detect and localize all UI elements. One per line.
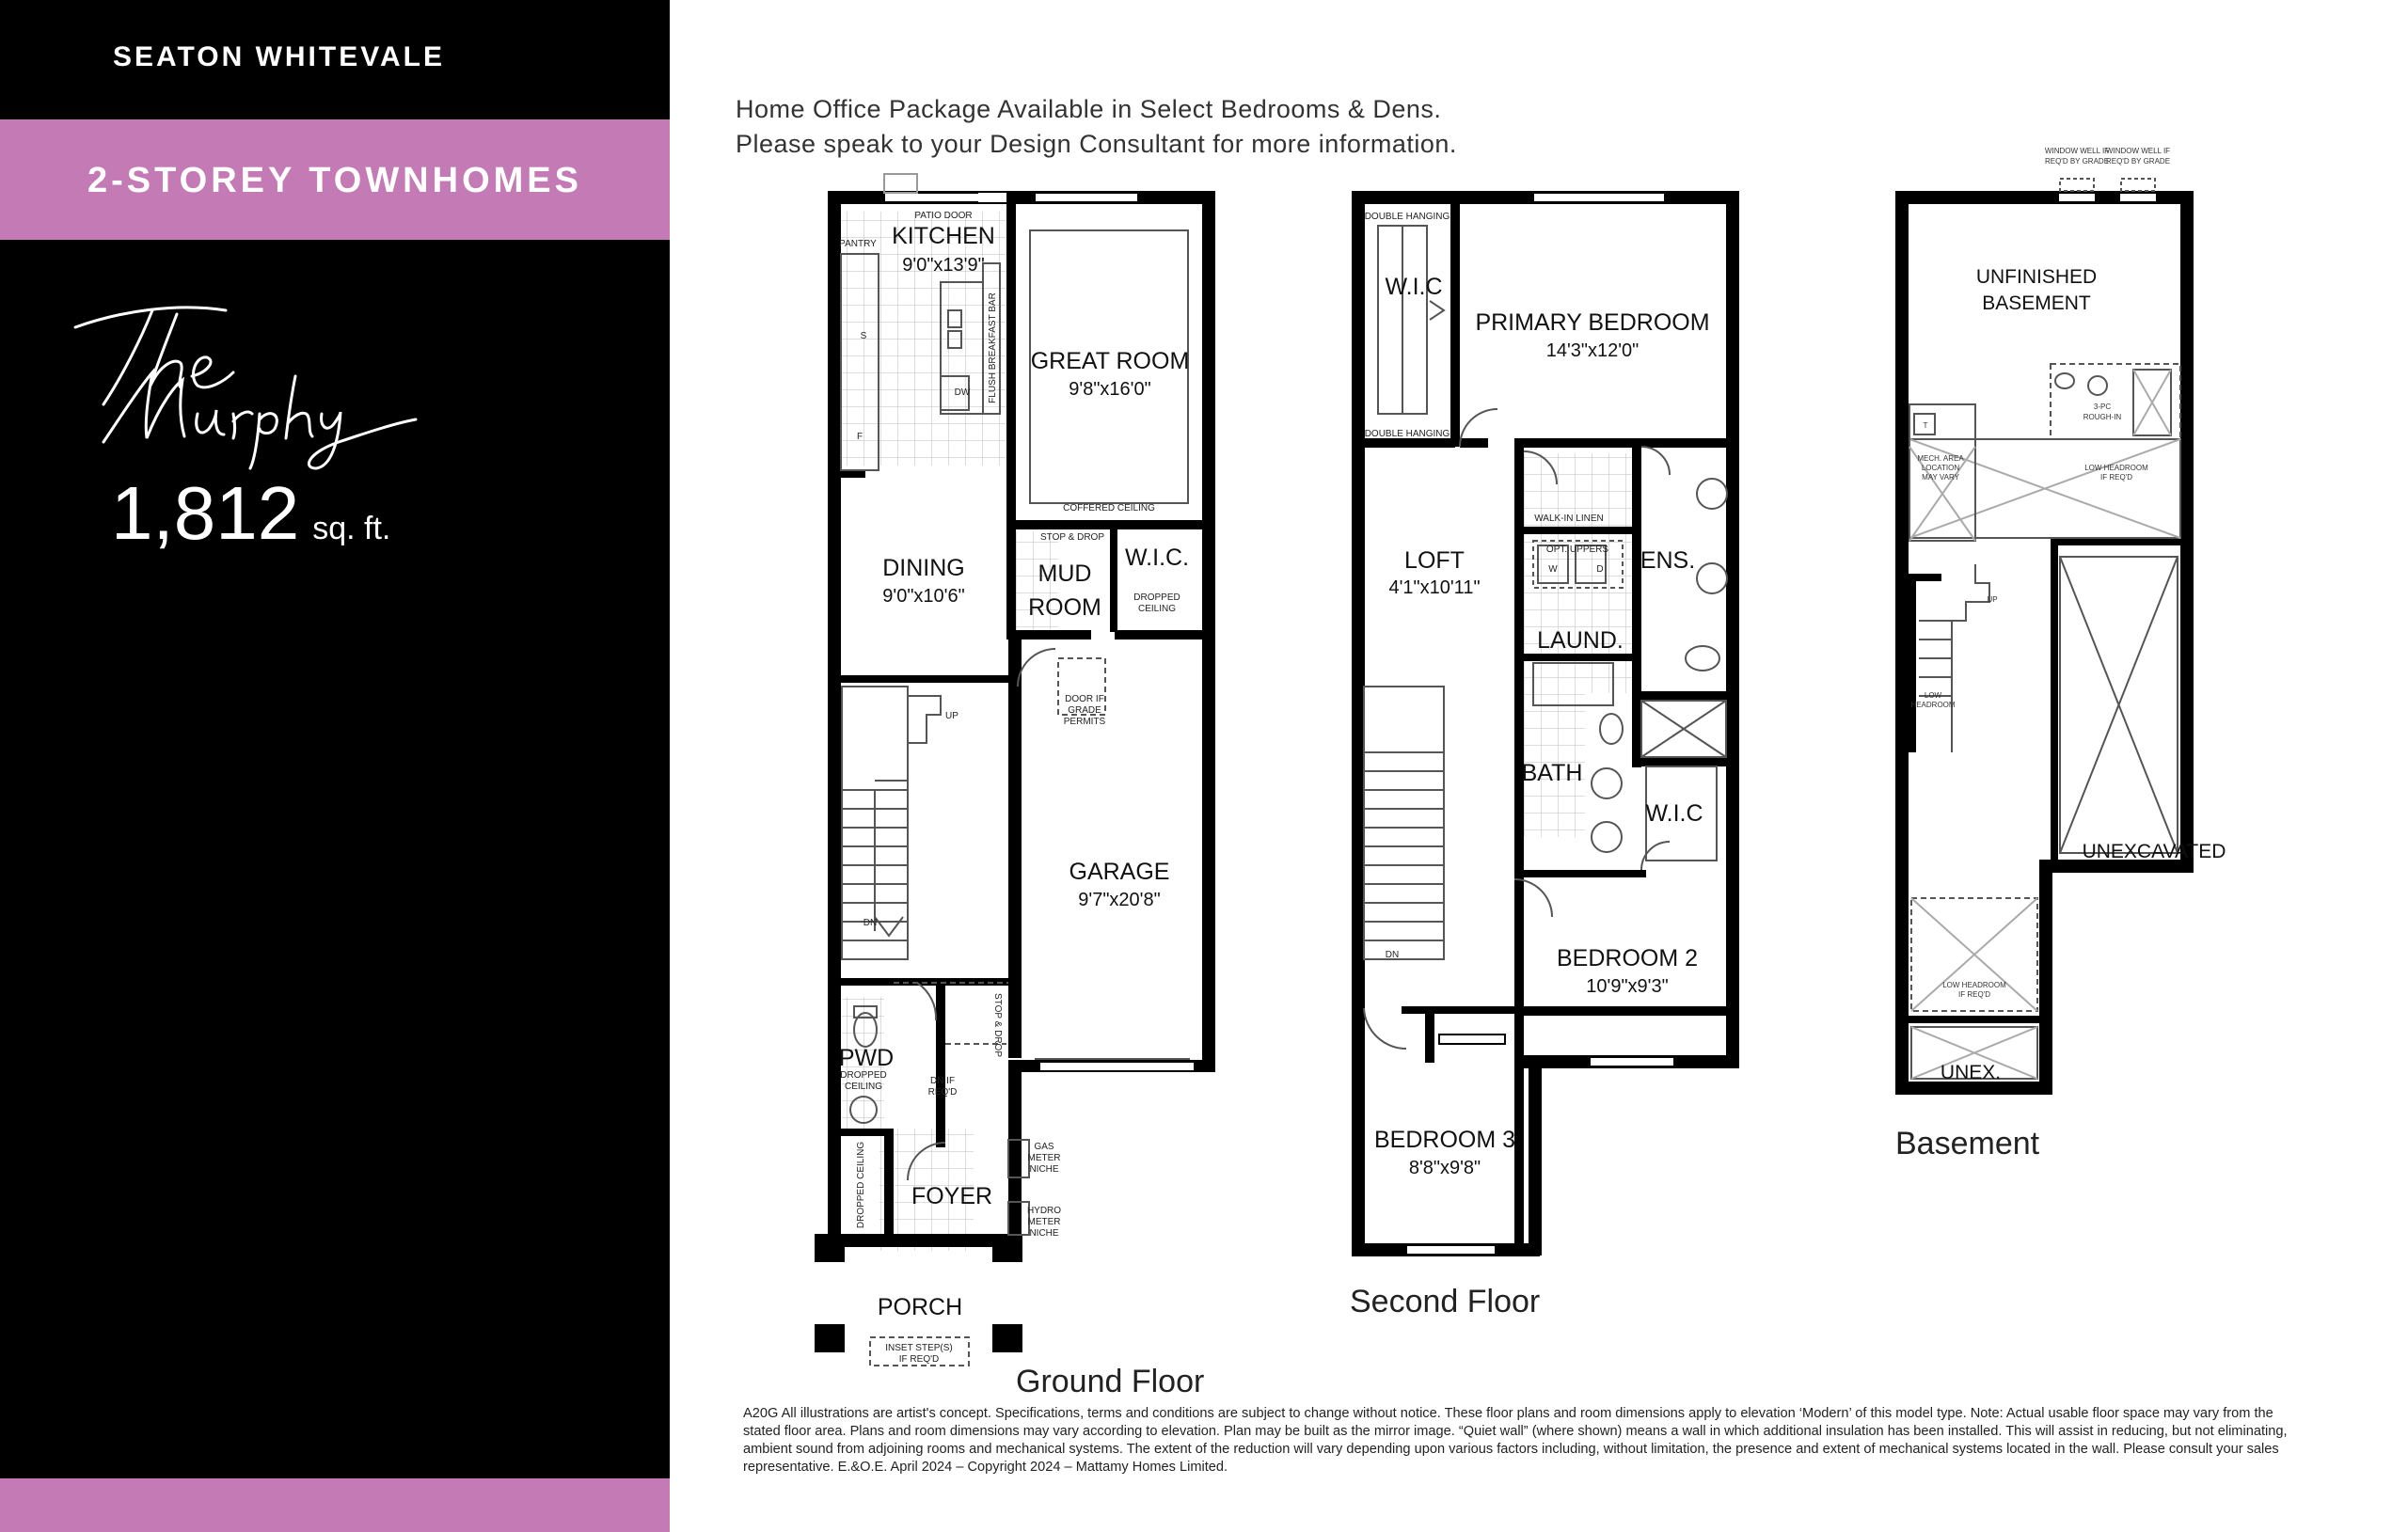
low-headroom-stair-2: HEADROOM [1910, 701, 1956, 709]
dropped-ceiling-vertical-note: DROPPED CEILING [856, 1141, 866, 1229]
unfinished-basement-label-2: BASEMENT [1982, 292, 2091, 314]
pwd-dropped-1: DROPPED [840, 1070, 887, 1081]
second-floor-plan [1352, 191, 1739, 1256]
pwd-label: PWD [838, 1045, 895, 1071]
loft-dim: 4'1"x10'11" [1388, 577, 1481, 598]
kitchen-label: KITCHEN [892, 223, 995, 249]
window-well-2-line-2: REQ'D BY GRADE [2105, 157, 2171, 166]
flush-bar-note: FLUSH BREAKFAST BAR [988, 292, 998, 403]
door-grade-1: DOOR IF [1065, 694, 1104, 704]
inset-step-2: IF REQ'D [898, 1354, 940, 1365]
second-stair-down-note: DN [1385, 950, 1400, 960]
ensuite-label: ENS. [1640, 547, 1696, 574]
gas-niche-2: METER [1027, 1153, 1061, 1163]
toilet-note: T [1923, 421, 1928, 430]
mech-area-1: MECH. AREA [1917, 454, 1964, 463]
second-floor-label: Second Floor [1350, 1284, 1541, 1319]
washer-note: W [1548, 564, 1558, 575]
porch-label: PORCH [877, 1294, 963, 1320]
bedroom-2-label: BEDROOM 2 [1556, 945, 1699, 971]
wic-dropped-1: DROPPED [1133, 592, 1180, 603]
loft-label: LOFT [1404, 547, 1465, 574]
garage-label: GARAGE [1069, 859, 1170, 885]
gas-niche-3: NICHE [1029, 1164, 1059, 1175]
hydro-niche-3: NICHE [1029, 1228, 1059, 1239]
window-well-1-line-2: REQ'D BY GRADE [2044, 157, 2110, 166]
rough-in-1: 3-PC [2093, 403, 2112, 411]
mud-room-label-2: ROOM [1028, 594, 1101, 621]
dryer-note: D [1596, 564, 1604, 575]
great-room-label: GREAT ROOM [1030, 348, 1190, 374]
coffered-ceiling-note: COFFERED CEILING [1063, 503, 1155, 513]
double-hanging-bottom-note: DOUBLE HANGING [1364, 429, 1450, 439]
stove-note: S [860, 331, 867, 341]
patio-door-note: PATIO DOOR [914, 211, 973, 221]
bedroom-2-dim: 10'9"x9'3" [1586, 976, 1669, 997]
second-wic-label-1: W.I.C [1385, 274, 1443, 300]
foyer-label: FOYER [911, 1183, 993, 1209]
dining-dim: 9'0"x10'6" [882, 586, 965, 607]
note-line-2: Please speak to your Design Consultant for more information. [736, 130, 1457, 158]
low-headroom-1: LOW HEADROOM [2084, 464, 2148, 472]
stair-up-note: UP [945, 711, 958, 721]
hydro-niche-2: METER [1027, 1217, 1061, 1227]
note-line-1: Home Office Package Available in Select Bedrooms & Dens. [736, 95, 1442, 123]
basement-plan [1895, 147, 2226, 1095]
walk-in-linen-note: WALK-IN LINEN [1534, 513, 1604, 524]
rough-in-2: ROUGH-IN [2083, 413, 2122, 421]
window-well-1-line-1: WINDOW WELL IF [2044, 147, 2110, 155]
inset-step-1: INSET STEP(S) [885, 1343, 953, 1353]
door-grade-2: GRADE [1068, 705, 1101, 716]
basement-label: Basement [1895, 1126, 2040, 1161]
basement-stair-up-note: UP [1987, 595, 1998, 604]
stop-drop-note: STOP & DROP [1040, 532, 1104, 543]
door-grade-3: PERMITS [1063, 717, 1106, 727]
kitchen-dim: 9'0"x13'9" [902, 255, 985, 276]
dn-if-2: REQ'D [927, 1087, 958, 1098]
garage-dim: 9'7"x20'8" [1078, 890, 1161, 910]
legal-disclaimer: A20G All illustrations are artist's concept. Specifications, terms and conditions are subject to change without notice. These floor plans and room dimensions apply to elevation ‘Modern’ of this model type. Note: Actual usable floor space may vary from the stated floor area. Plans and room dimensions may vary according to elevation. Plan may be built as the mirror image. “Quiet wall” (where shown) means a wall in which additional insulation has been installed. This will assist in reducing, but not eliminating, ambient sound from adjoining rooms and mechanical systems. The extent of the reduction will vary depending upon various factors including, without limitation, the presence and extent of mechanical systems located in the wall. Please consult your sales representative. E.&O.E. April 2024 – Copyright 2024 – Mattamy Homes Limited. [743, 1406, 2288, 1475]
double-hanging-top-note: DOUBLE HANGING [1364, 212, 1450, 222]
area-unit: sq. ft. [312, 511, 391, 546]
unfinished-basement-label-1: UNFINISHED [1975, 266, 2098, 288]
wic-dropped-2: CEILING [1137, 604, 1177, 614]
ground-floor-plan [815, 174, 1215, 1366]
pwd-dropped-2: CEILING [844, 1082, 883, 1092]
stop-drop-vertical-note: STOP & DROP [992, 993, 1003, 1057]
window-well-2-line-1: WINDOW WELL IF [2105, 147, 2171, 155]
stair-down-note: DN [863, 918, 878, 928]
bedroom-3-dim: 8'8"x9'8" [1408, 1158, 1481, 1178]
unexcavated-label: UNEXCAVATED [2082, 841, 2226, 862]
laundry-label: LAUND. [1537, 627, 1624, 654]
area-value: 1,812 [111, 471, 300, 555]
community-name: SEATON WHITEVALE [113, 41, 446, 72]
mud-room-label-1: MUD [1038, 561, 1092, 587]
dn-if-1: DN IF [929, 1076, 956, 1086]
primary-bedroom-label: PRIMARY BEDROOM [1475, 309, 1710, 336]
low-headroom-bottom-1: LOW HEADROOM [1942, 981, 2006, 989]
ground-wic-label: W.I.C. [1124, 545, 1190, 571]
primary-bedroom-dim: 14'3"x12'0" [1545, 340, 1640, 361]
bedroom-3-label: BEDROOM 3 [1373, 1127, 1516, 1153]
bath-label: BATH [1521, 760, 1583, 786]
dining-label: DINING [882, 555, 965, 581]
opt-uppers-note: OPT. UPPERS [1545, 545, 1609, 555]
hydro-niche-1: HYDRO [1026, 1206, 1062, 1216]
mech-area-2: LOCATION [1921, 464, 1960, 472]
low-headroom-stair-1: LOW [1924, 691, 1942, 700]
pantry-note: PANTRY [839, 239, 877, 249]
low-headroom-2: IF REQ'D [2100, 473, 2132, 482]
dishwasher-note: DW [954, 387, 971, 398]
gas-niche-1: GAS [1034, 1142, 1054, 1152]
great-room-dim: 9'8"x16'0" [1069, 379, 1151, 400]
low-headroom-bottom-2: IF REQ'D [1958, 990, 1990, 999]
ground-floor-label: Ground Floor [1016, 1364, 1205, 1399]
unex-label: UNEX. [1940, 1062, 2002, 1083]
home-type-label: 2-STOREY TOWNHOMES [87, 161, 582, 200]
second-wic-label-2: W.I.C [1645, 800, 1703, 827]
mech-area-3: MAY VARY [1922, 473, 1959, 482]
fridge-note: F [856, 432, 863, 442]
